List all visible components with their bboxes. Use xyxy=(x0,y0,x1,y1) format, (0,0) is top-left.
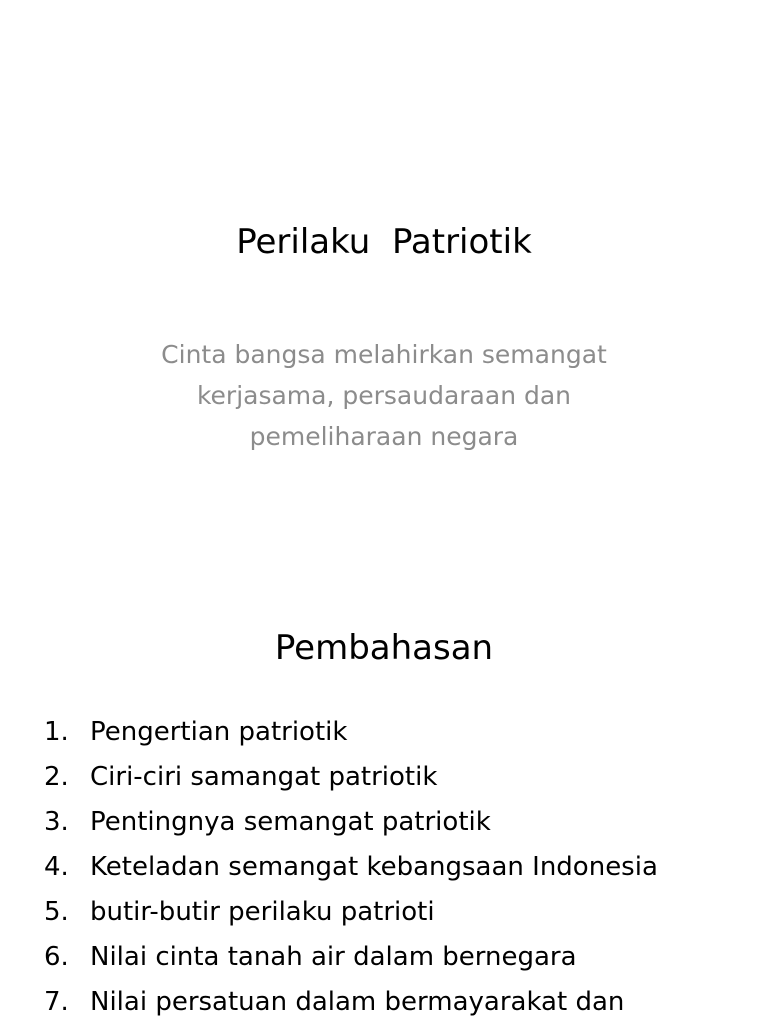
slide-title: Perilaku Patriotik xyxy=(236,222,532,262)
agenda-item-text: Keteladan semangat kebangsaan Indonesia xyxy=(90,852,658,882)
subtitle-line: pemeliharaan negara xyxy=(249,422,519,451)
agenda-item-number: 6. xyxy=(44,942,69,972)
agenda-item-number: 4. xyxy=(44,852,69,882)
slide-subtitle xyxy=(114,334,654,457)
agenda-item xyxy=(44,980,768,1024)
agenda-item-number: 7. xyxy=(44,987,69,1017)
agenda-list xyxy=(44,710,768,1024)
agenda-item-text: Nilai persatuan dalam bermayarakat dan xyxy=(90,987,625,1017)
agenda-slide xyxy=(0,576,768,1024)
agenda-item-number: 5. xyxy=(44,897,69,927)
agenda-item xyxy=(44,710,768,755)
agenda-item-text: Pengertian patriotik xyxy=(90,717,348,747)
agenda-item-number: 1. xyxy=(44,717,69,747)
agenda-item-text: Pentingnya semangat patriotik xyxy=(90,807,491,837)
agenda-item xyxy=(44,755,768,800)
agenda-item xyxy=(44,935,768,980)
agenda-item xyxy=(44,845,768,890)
agenda-item-text: butir-butir perilaku patrioti xyxy=(90,897,435,927)
agenda-item xyxy=(44,890,768,935)
subtitle-line: kerjasama, persaudaraan dan xyxy=(196,381,572,410)
agenda-item xyxy=(44,800,768,845)
agenda-item-text: Ciri-ciri samangat patriotik xyxy=(90,762,438,792)
agenda-item-number: 3. xyxy=(44,807,69,837)
agenda-item-number: 2. xyxy=(44,762,69,792)
subtitle-line: Cinta bangsa melahirkan semangat xyxy=(161,340,607,369)
agenda-title: Pembahasan xyxy=(274,628,494,668)
agenda-item-text: Nilai cinta tanah air dalam bernegara xyxy=(90,942,577,972)
